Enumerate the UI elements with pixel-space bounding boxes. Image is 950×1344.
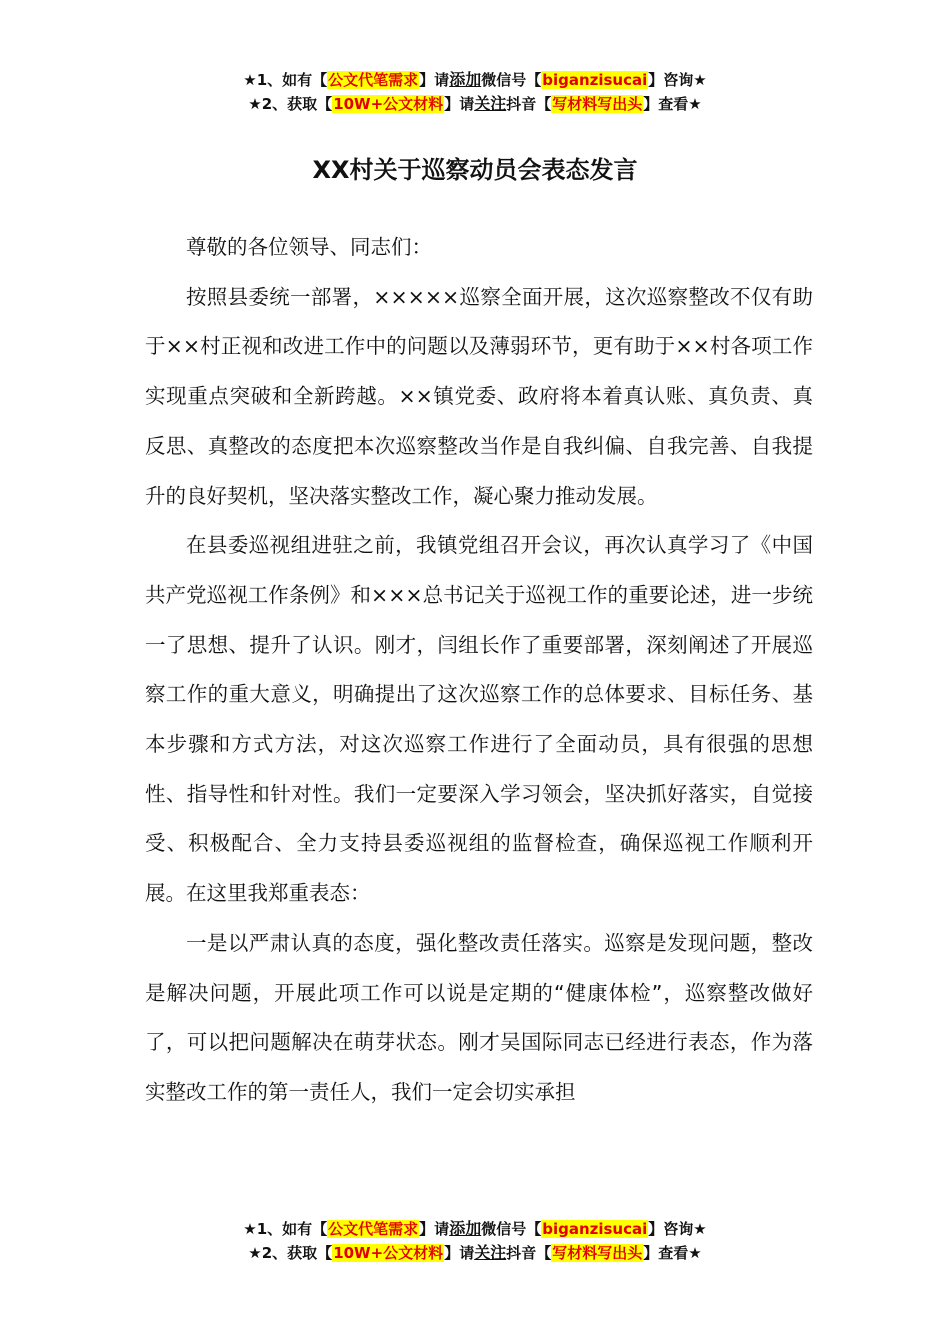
banner-line-2: ★2、获取【10W+公文材料】请关注抖音【写材料写出头】查看★ <box>248 94 702 113</box>
highlight-materials: 10W+公文材料 <box>333 95 444 113</box>
banner-line-2: ★2、获取【10W+公文材料】请关注抖音【写材料写出头】查看★ <box>248 1243 702 1262</box>
paragraph: 按照县委统一部署，×××××巡察全面开展，这次巡察整改不仅有助于××村正视和改进工作中的问题以及薄弱环节，更有助于××村各项工作实现重点突破和全新跨越。××镇党委、政府将本着真认账、真负责、真反思、真整改的态度把本次巡察整改当作是自我纠偏、自我完善、自我提升的良好契机，坚决落实整改工作，凝心聚力推动发展。 <box>145 284 813 508</box>
top-banner <box>0 68 950 116</box>
banner-line-1: ★1、如有【公文代笔需求】请添加微信号【biganzisucai】咨询★ <box>243 1219 707 1238</box>
highlight-douyin: 写材料写出头 <box>552 95 643 113</box>
highlight-materials: 10W+公文材料 <box>333 1244 444 1262</box>
paragraph: 一是以严肃认真的态度，强化整改责任落实。巡察是发现问题，整改是解决问题，开展此项工作可以说是定期的“健康体检”，巡察整改做好了，可以把问题解决在萌芽状态。刚才吴国际同志已经进行表态，作为落实整改工作的第一责任人，我们一定会切实承担 <box>145 930 813 1104</box>
paragraph: 在县委巡视组进驻之前，我镇党组召开会议，再次认真学习了《中国共产党巡视工作条例》和×××总书记关于巡视工作的重要论述，进一步统一了思想、提升了认识。刚才，闫组长作了重要部署，深刻阐述了开展巡察工作的重大意义，明确提出了这次巡察工作的总体要求、目标任务、基本步骤和方式方法，对这次巡察工作进行了全面动员，具有很强的思想性、指导性和针对性。我们一定要深入学习领会，坚决抓好落实，自觉接受、积极配合、全力支持县委巡视组的监督检查，确保巡视工作顺利开展。在这里我郑重表态： <box>145 533 813 906</box>
highlight-wechat-id: biganzisucai <box>542 71 648 89</box>
highlight-service: 公文代笔需求 <box>328 71 419 89</box>
banner-line-1: ★1、如有【公文代笔需求】请添加微信号【biganzisucai】咨询★ <box>243 70 707 89</box>
document-title: XX村关于巡察动员会表态发言 <box>312 156 638 184</box>
highlight-service: 公文代笔需求 <box>328 1220 419 1238</box>
document-body <box>145 223 813 1118</box>
bottom-banner <box>0 1217 950 1265</box>
highlight-wechat-id: biganzisucai <box>542 1220 648 1238</box>
salutation: 尊敬的各位领导、同志们： <box>186 235 432 259</box>
highlight-douyin: 写材料写出头 <box>552 1244 643 1262</box>
